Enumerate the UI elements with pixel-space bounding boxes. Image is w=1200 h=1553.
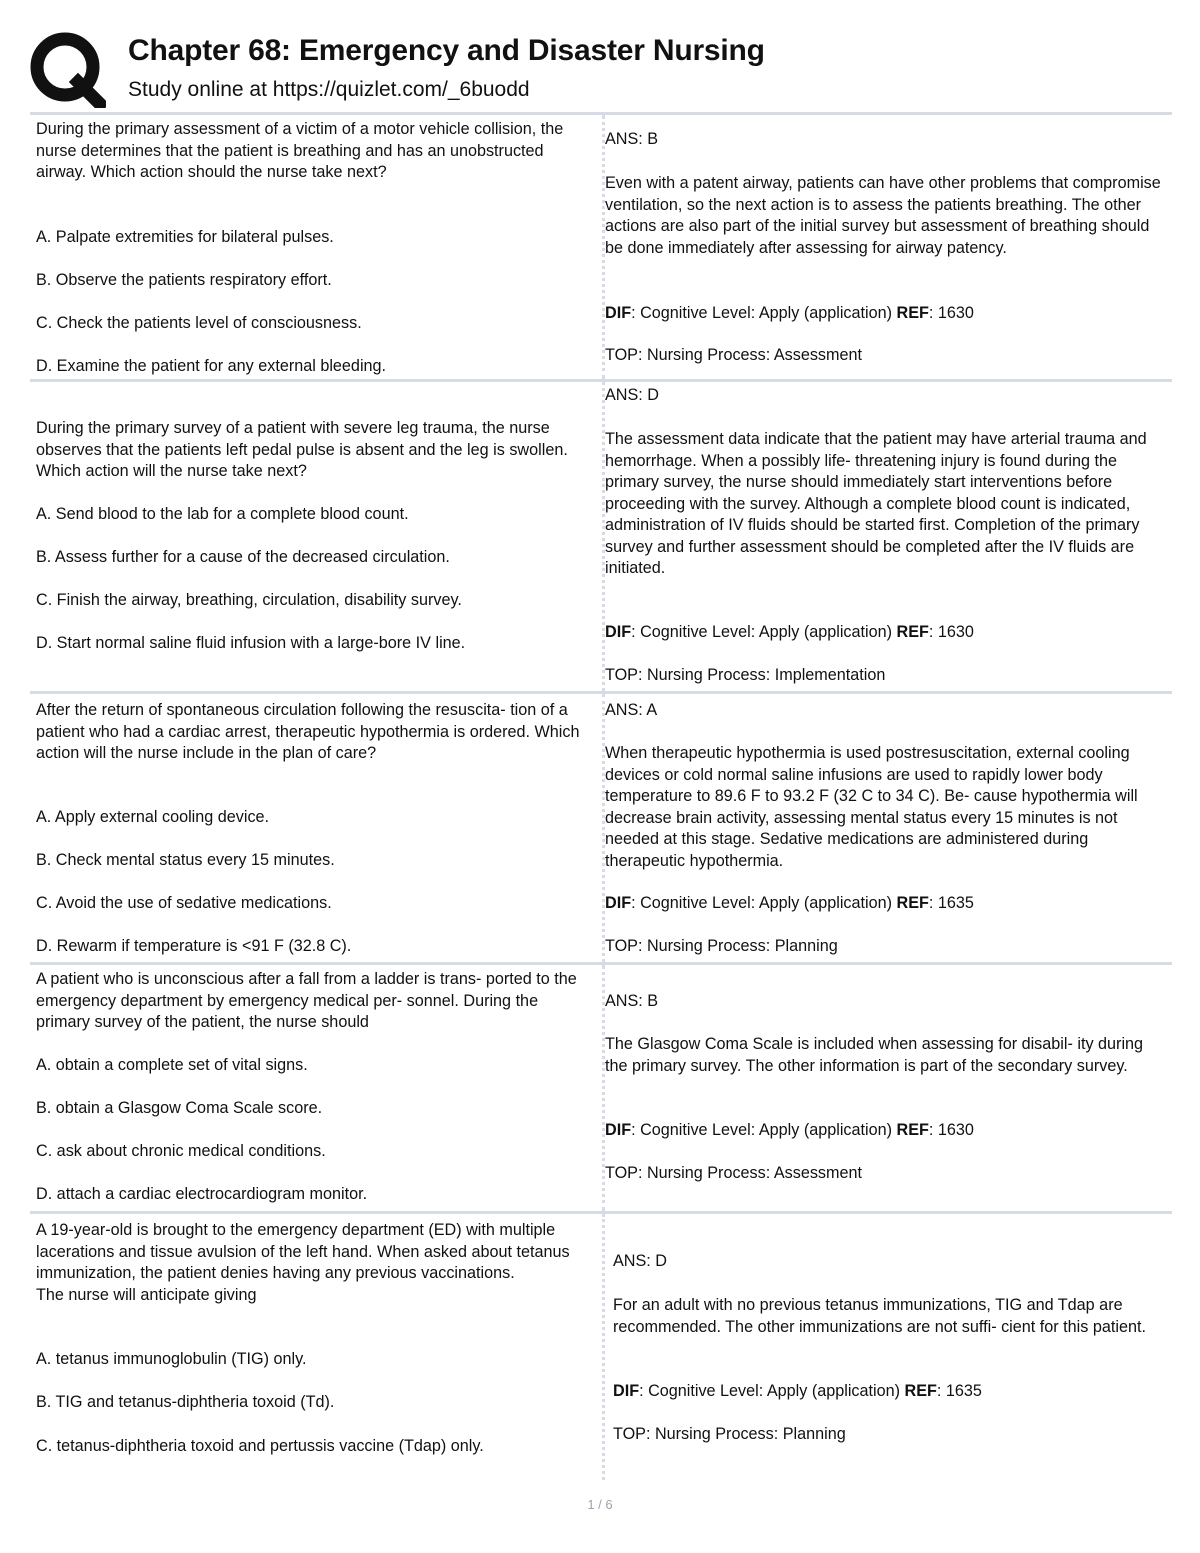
answer-column xyxy=(602,965,1168,1211)
rationale-text: When therapeutic hypothermia is used postresuscitation, external cooling devices or cold normal saline infusions are used to rapidly lower body temperature to 89.6 F to 93.2 F (32 C to 34 C). Be- cause hypothermia will decrease brain activity, assessing mental status every 15 minutes is not needed at this stage. Sedative medications are administered during therapeutic hypothermia. xyxy=(605,744,1138,870)
flashcard-list xyxy=(30,112,1172,1480)
option-d: D. Rewarm if temperature is <91 F (32.8 C). xyxy=(36,937,352,955)
option-a: A. obtain a complete set of vital signs. xyxy=(36,1056,308,1074)
option-d: D. attach a cardiac electrocardiogram monitor. xyxy=(36,1185,368,1203)
question-text: After the return of spontaneous circulation following the resuscita- tion of a patient who had a cardiac arrest, therapeutic hypothermia is ordered. Which action will the nurse include in the plan of care? xyxy=(36,701,580,762)
flashcard xyxy=(30,962,1172,1211)
option-b: B. Assess further for a cause of the decreased circulation. xyxy=(36,548,450,566)
option-c: C. tetanus-diphtheria toxoid and pertussis vaccine (Tdap) only. xyxy=(36,1437,484,1455)
answer-column xyxy=(602,694,1168,962)
rationale-text: Even with a patent airway, patients can have other problems that compromise ventilation, so the next action is to assess the patients breathing. The other actions are also part of the initial survey but assessment of breathing should be done immediately after assessing for airway patency. xyxy=(605,174,1161,257)
question-text: A 19-year-old is brought to the emergency department (ED) with multiple lacerations and tissue avulsion of the left hand. When asked about tetanus immunization, the patient denies having any previous vaccinations. The nurse will anticipate giving xyxy=(36,1221,570,1304)
option-b: B. Observe the patients respiratory effort. xyxy=(36,271,332,289)
flashcard xyxy=(30,1211,1172,1480)
question-text: During the primary assessment of a victim of a motor vehicle collision, the nurse determines that the patient is breathing and has an unobstructed airway. Which action should the nurse take next? xyxy=(36,120,564,181)
dif-ref-line: DIF: Cognitive Level: Apply (application) REF: 1630 xyxy=(605,304,974,322)
option-c: C. Finish the airway, breathing, circulation, disability survey. xyxy=(36,591,462,609)
topic-line: TOP: Nursing Process: Planning xyxy=(613,1425,846,1443)
page-number: 1 / 6 xyxy=(587,1497,613,1512)
page-title: Chapter 68: Emergency and Disaster Nursing xyxy=(128,34,765,67)
rationale-text: For an adult with no previous tetanus immunizations, TIG and Tdap are recommended. The other immunizations are not suffi- cient for this patient. xyxy=(613,1296,1146,1336)
option-a: A. Palpate extremities for bilateral pulses. xyxy=(36,228,334,246)
answer-column xyxy=(602,1214,1168,1480)
question-column xyxy=(36,1214,598,1480)
flashcard xyxy=(30,691,1172,962)
question-text: During the primary survey of a patient with severe leg trauma, the nurse observes that the patients left pedal pulse is absent and the leg is swollen. Which action will the nurse take next? xyxy=(36,419,568,480)
rationale-text: The assessment data indicate that the patient may have arterial trauma and hemorrhage. When a possibly life- threatening injury is found during the primary survey, the nurse should immediately start interventions before proceeding with the survey. Although a complete blood count is indicated, administration of IV fluids should be started first. Completion of the primary survey and further assessment should be completed after the IV fluids are initiated. xyxy=(605,430,1147,577)
quizlet-q-logo-icon xyxy=(30,32,106,108)
option-d: D. Examine the patient for any external bleeding. xyxy=(36,357,387,375)
option-d: D. Start normal saline fluid infusion with a large-bore IV line. xyxy=(36,634,466,652)
answer-key: ANS: B xyxy=(605,992,659,1010)
dif-ref-line: DIF: Cognitive Level: Apply (application) REF: 1630 xyxy=(605,1121,974,1139)
page-header xyxy=(30,30,1180,110)
topic-line: TOP: Nursing Process: Planning xyxy=(605,937,838,955)
option-b: B. Check mental status every 15 minutes. xyxy=(36,851,335,869)
study-online-link[interactable]: Study online at https://quizlet.com/_6buodd xyxy=(128,78,530,101)
topic-line: TOP: Nursing Process: Implementation xyxy=(605,666,886,684)
dif-ref-line: DIF: Cognitive Level: Apply (application) REF: 1635 xyxy=(605,894,974,912)
answer-key: ANS: D xyxy=(605,386,659,404)
question-column xyxy=(36,115,598,379)
answer-column xyxy=(602,382,1168,691)
rationale-text: The Glasgow Coma Scale is included when assessing for disabil- ity during the primary survey. The other information is part of the secondary survey. xyxy=(605,1035,1144,1075)
option-a: A. Send blood to the lab for a complete blood count. xyxy=(36,505,409,523)
option-c: C. Avoid the use of sedative medications. xyxy=(36,894,332,912)
option-a: A. tetanus immunoglobulin (TIG) only. xyxy=(36,1350,307,1368)
option-c: C. Check the patients level of consciousness. xyxy=(36,314,362,332)
answer-key: ANS: D xyxy=(613,1252,667,1270)
topic-line: TOP: Nursing Process: Assessment xyxy=(605,346,862,364)
dif-ref-line: DIF: Cognitive Level: Apply (application) REF: 1635 xyxy=(613,1382,982,1400)
option-a: A. Apply external cooling device. xyxy=(36,808,270,826)
answer-column xyxy=(602,115,1168,379)
question-text: A patient who is unconscious after a fall from a ladder is trans- ported to the emergency department by emergency medical per- sonnel. During the primary survey of the patient, the nurse should xyxy=(36,970,577,1031)
flashcard xyxy=(30,112,1172,379)
question-column xyxy=(36,694,598,962)
answer-key: ANS: B xyxy=(605,130,659,148)
dif-ref-line: DIF: Cognitive Level: Apply (application) REF: 1630 xyxy=(605,623,974,641)
flashcard xyxy=(30,379,1172,691)
option-b: B. TIG and tetanus-diphtheria toxoid (Td). xyxy=(36,1393,335,1411)
question-column xyxy=(36,965,598,1211)
option-c: C. ask about chronic medical conditions. xyxy=(36,1142,326,1160)
question-column xyxy=(36,382,598,691)
topic-line: TOP: Nursing Process: Assessment xyxy=(605,1164,862,1182)
option-b: B. obtain a Glasgow Coma Scale score. xyxy=(36,1099,323,1117)
answer-key: ANS: A xyxy=(605,701,658,719)
